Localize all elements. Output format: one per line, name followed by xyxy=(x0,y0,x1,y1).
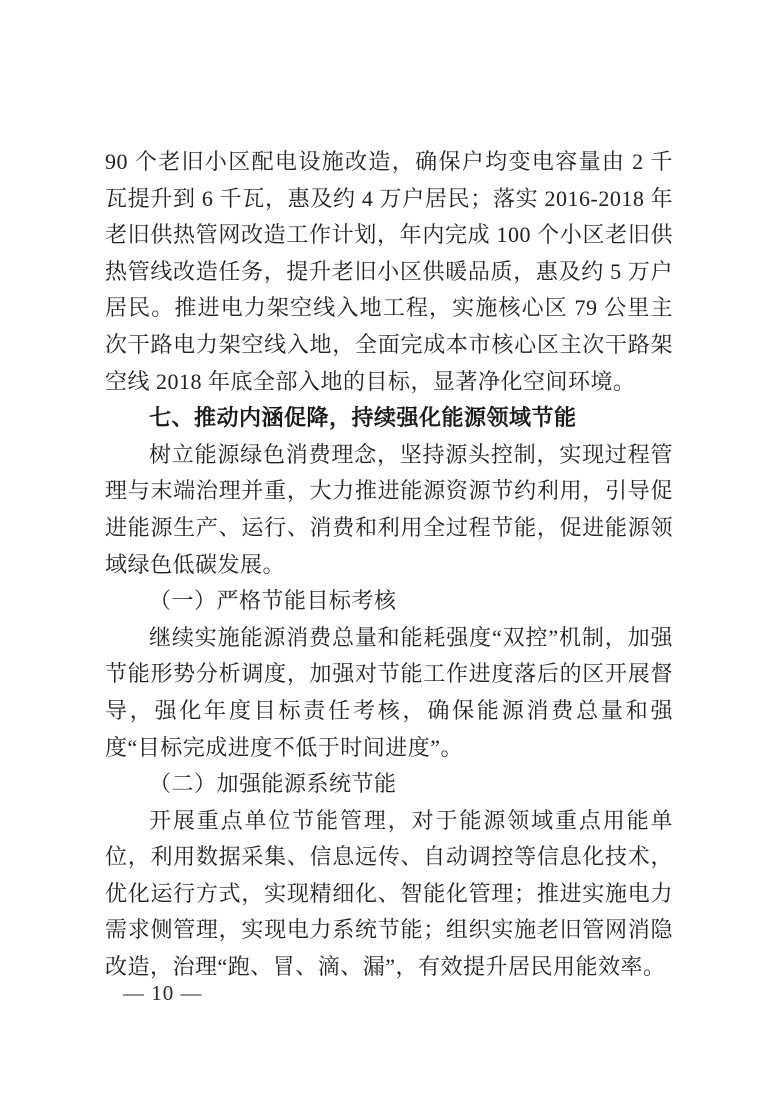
subsection-heading-1: （一）严格节能目标考核 xyxy=(149,588,397,614)
document-content xyxy=(105,144,673,986)
section-heading-7: 七、推动内涵促降，持续强化能源领域节能 xyxy=(149,405,577,431)
paragraph-section-intro: 树立能源绿色消费理念，坚持源头控制，实现过程管理与末端治理并重，大力推进能源资源节约利用，引导促进能源生产、运行、消费和利用全过程节能，促进能源领域绿色低碳发展。 xyxy=(105,441,673,577)
subsection-heading-2: （二）加强能源系统节能 xyxy=(149,771,397,797)
page-number-footer: — 10 — xyxy=(123,981,203,1005)
paragraph-continuation: 90 个老旧小区配电设施改造，确保户均变电容量由 2 千瓦提升到 6 千瓦，惠及约 4 万户居民；落实 2016-2018 年老旧供热管网改造工作计划，年内完成 100 个小区老旧供热管线改造任务，提升老旧小区供暖品质，惠及约 5 万户居民。推进电力架空线入地工程，实施核心区 79 公里主次干路电力架空线入地，全面完成本市核心区主次干路架空线 2018 年底全部入地的目标，显著净化空间环境。 xyxy=(105,149,673,394)
paragraph-target-assessment: 继续实施能源消费总量和能耗强度“双控”机制，加强节能形势分析调度，加强对节能工作进度落后的区开展督导，强化年度目标责任考核，确保能源消费总量和强度“目标完成进度不低于时间进度”。 xyxy=(105,624,673,760)
paragraph-system-energy: 开展重点单位节能管理，对于能源领域重点用能单位，利用数据采集、信息远传、自动调控等信息化技术，优化运行方式，实现精细化、智能化管理；推进实施电力需求侧管理，实现电力系统节能；组织实施老旧管网消隐改造，治理“跑、冒、滴、漏”，有效提升居民用能效率。 xyxy=(105,807,673,980)
